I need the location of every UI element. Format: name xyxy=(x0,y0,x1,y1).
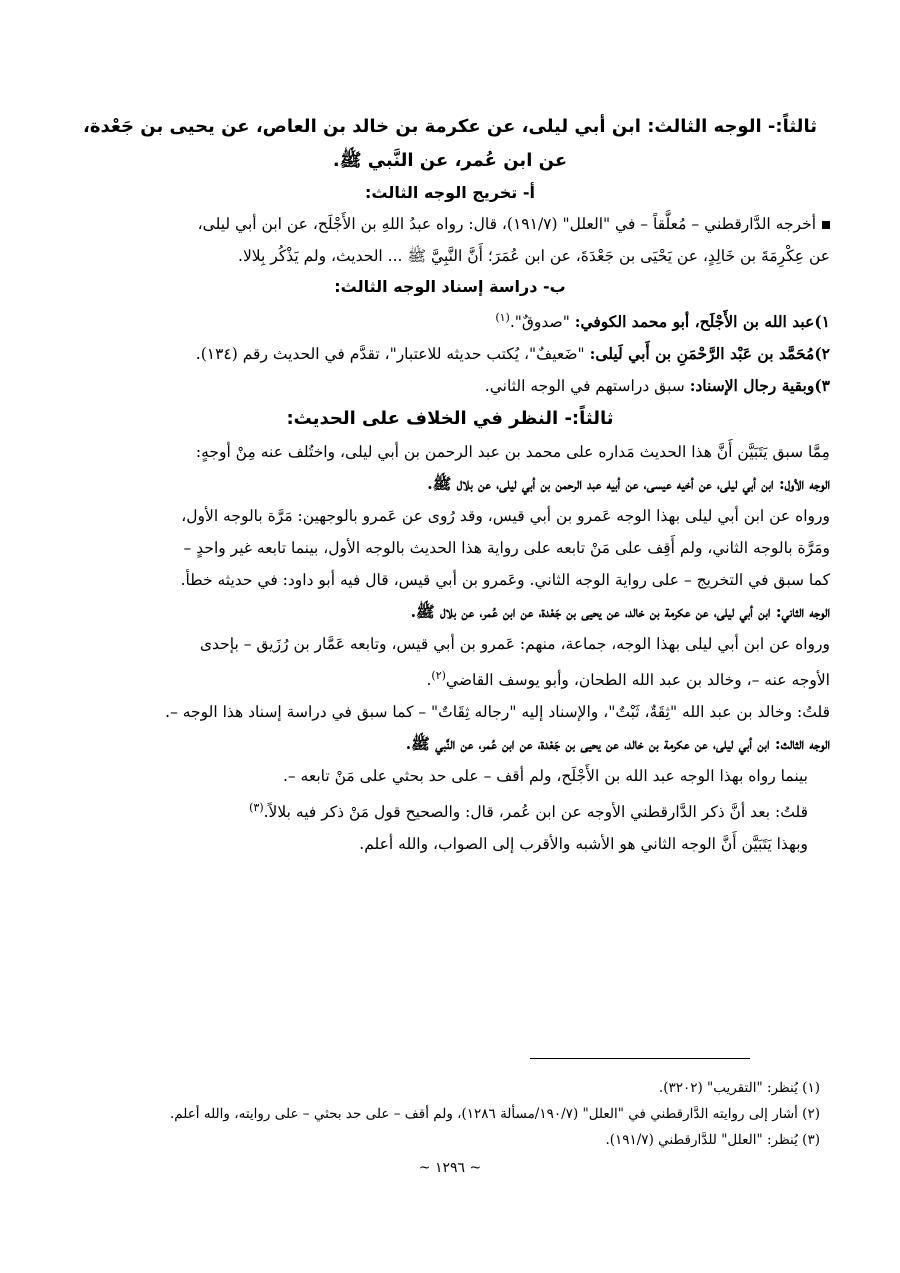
page-number: ~ ١٢٩٦ ~ xyxy=(418,1160,482,1176)
intro-paragraph: مِمَّا سبق يَتَبَيَّن أَنَّ هذا الحديث مَداره على محمد بن عبد الرحمن بن أبي ليلى، واختُلف عنه مِنْ أوجهٍ: xyxy=(195,443,830,462)
variant-2-title: الوجه الثاني: ابن أبي ليلى، عن عكرمة بن خالد، عن يحيى بن جَعْدة، عن ابن عُمر، عن بلال ﷺ. xyxy=(410,602,830,622)
heading-text: : ابن أبي ليلى، عن عكرمة بن خالد بن العاص، عن يحيى بن جَعْدة، xyxy=(83,116,655,137)
variant-2-line-2: الأوجه عنه –، وخالد بن عبد الله الطحان، وأبو يوسف القاضي$^{(٢)}$. xyxy=(426,669,830,690)
variant-1-title: الوجه الأول: ابن أبي ليلى، عن أخيه عيسى، عن أبيه عبد الرحمن بن أبي ليلى، عن بلال ﷺ. xyxy=(427,474,830,494)
page-body xyxy=(70,110,830,860)
section-c-title: ثالثاً:- النظر في الخلاف على الحديث: xyxy=(286,408,614,430)
variant-1-line-1: ورواه عن ابن أبي ليلى بهذا الوجه عَمرو بن أبي قيس، وقد رُوى عن عَمرو بالوجهين: مَرَّة بالوجه الأول، xyxy=(181,507,830,526)
variant-2-line-1: ورواه عن ابن أبي ليلى بهذا الوجه، جماعة، منهم: عَمرو بن أبي قيس، وتابعه عَمَّار بن رُزَيق – بإحدى xyxy=(199,635,830,654)
narrator-item-3: ٣)وبقية رجال الإسناد: سبق دراستهم في الوجه الثاني. xyxy=(484,376,830,396)
bullet-icon xyxy=(822,221,830,229)
takhrij-line-1: أخرجه الدَّارقطني – مُعلَّقاً – في "العلل" (١٩١/٧)، قال: رواه عبدُ اللهِ بن الأَجْلَح، عن ابن أبي ليلى، xyxy=(70,208,830,240)
variant-3-line-1: بينما رواه بهذا الوجه عبد الله بن الأَجْلَح، ولم أقف – على حد بحثي على مَنْ تابعه –. xyxy=(282,767,808,786)
heading-label: ثالثاً:- الوجه الثالث xyxy=(654,116,817,137)
footnote-1: (١) يُنظر: "التقريب" (٣٢٠٢). xyxy=(658,1080,820,1096)
heading-line-1 xyxy=(70,110,830,144)
comment-1: قلتُ: وخالد بن عبد الله "ثِقَةٌ، ثَبْتٌ"، والإسناد إليه "رجاله ثِقَاتٌ" – كما سبق في دراسة إسناد هذا الوجه –. xyxy=(165,703,830,722)
section-b-title: ب- دراسة إسناد الوجه الثالث: xyxy=(334,277,566,296)
footnotes xyxy=(70,1075,820,1153)
narrator-item-1: ١)عبد الله بن الأَجْلَح، أبو محمد الكوفي: "صدوقٌ".$^{(١)}$ xyxy=(495,311,830,332)
variant-1-line-3: كما سبق في التخريج – على رواية الوجه الثاني. وعَمرو بن أبي قيس، قال فيه أبو داود: في حديثه خطأ. xyxy=(180,571,830,590)
footnote-3: (٣) يُنظر: "العلل" للدَّارقطني (١٩١/٧). xyxy=(605,1132,820,1148)
conclusion: وبهذا يَتَبَيَّن أَنَّ الوجه الثاني هو الأشبه والأقرب إلى الصواب، والله أعلم. xyxy=(359,835,808,854)
footnote-ref: (٣) xyxy=(249,801,264,815)
narrator-item-2: ٢)مُحَمَّد بن عَبْد الرَّحْمَنِ بن أَبي لَيلى: "ضَعيفٌ"، يُكتب حديثه للاعتبار"، تقدَّم في الحديث رقم (١٣٤). xyxy=(195,344,830,364)
footnote-separator xyxy=(530,1058,750,1059)
comment-2: قلتُ: بعد أنَّ ذكر الدَّارقطني الأوجه عن ابن عُمر، قال: والصحيح قول مَنْ ذكر فيه بلالاً.$^{(٣)}$ xyxy=(249,801,808,822)
variant-3-title: الوجه الثالث: ابن أبي ليلى، عن عكرمة بن خالد، عن يحيى بن جَعْدة، عن ابن عُمر، عن النَّبي ﷺ. xyxy=(405,734,830,754)
footnote-ref: (١) xyxy=(495,311,510,324)
section-a-title: أ- تخريج الوجه الثالث: xyxy=(365,183,535,202)
heading-line-2: عن ابن عُمر، عن النَّبي ﷺ. xyxy=(332,150,568,171)
variant-1-line-2: ومَرَّة بالوجه الثاني، ولم أَقِف على مَنْ تابعه على رواية هذا الحديث بالوجه الأول، بينما تابعه غير واحدٍ – xyxy=(183,539,830,558)
footnote-2: (٢) أشار إلى روايته الدَّارقطني في "العلل" (١٩٠/٧/مسألة ١٢٨٦)، ولم أقف – على حد بحثي – على روايته، والله أعلم. xyxy=(170,1106,820,1122)
takhrij-line-2: عن عِكْرِمَةَ بن خَالِدٍ، عن يَحْيَى بن جَعْدَةَ، عن ابن عُمَرَ؛ أَنَّ النَّبِيَّ ﷺ ... الحديث، ولم يَذْكُر بِلالا. xyxy=(238,247,830,265)
footnote-ref: (٢) xyxy=(431,669,446,683)
